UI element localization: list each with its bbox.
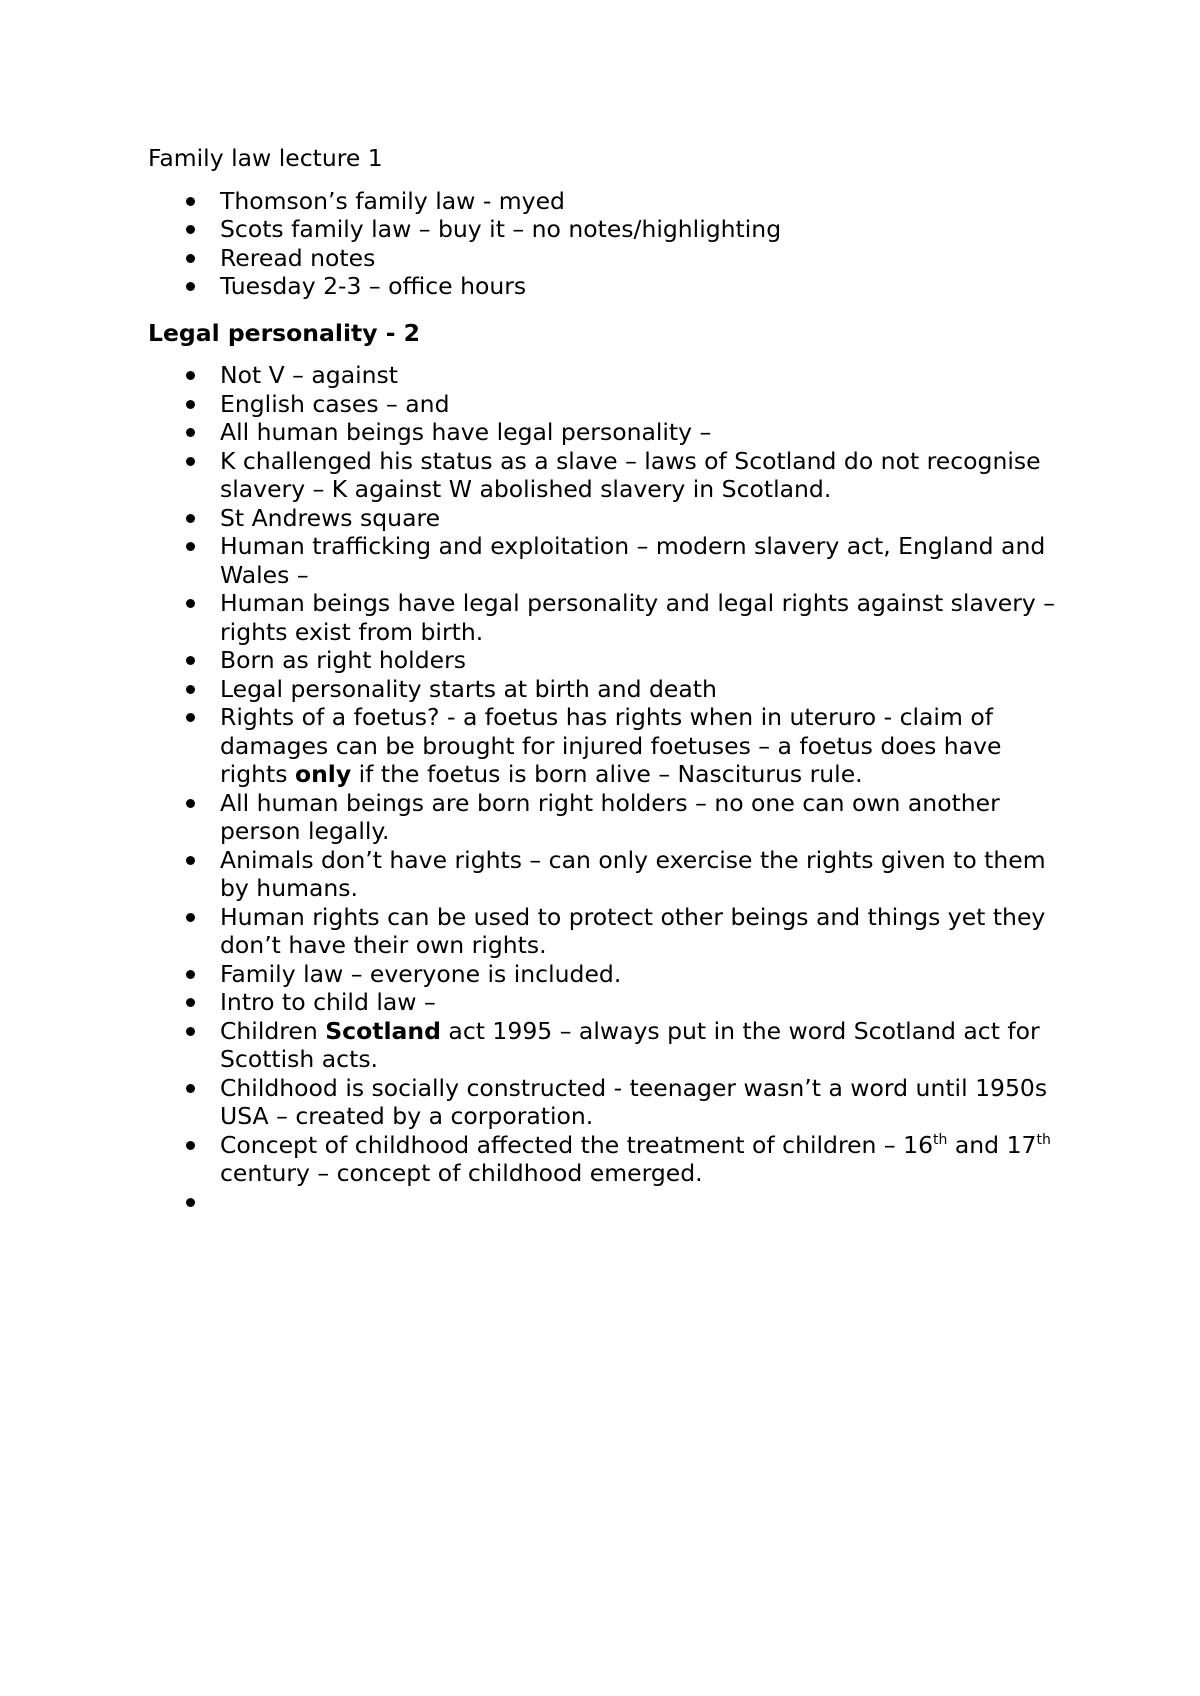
intro-list (148, 187, 1068, 301)
bullet-icon (186, 254, 195, 263)
list-item: K challenged his status as a slave – laws of Scotland do not recognise slavery – K against W abolished slavery in Scotland. (148, 447, 1068, 504)
superscript: th (933, 1131, 948, 1148)
bullet-icon (186, 656, 195, 665)
bullet-icon (186, 400, 195, 409)
list-item: Family law – everyone is included. (148, 960, 1068, 989)
list-item: Childhood is socially constructed - teenager wasn’t a word until 1950s USA – created by a corporation. (148, 1074, 1068, 1131)
bullet-icon (186, 542, 195, 551)
list-item: Human beings have legal personality and legal rights against slavery – rights exist from birth. (148, 589, 1068, 646)
bullet-icon (186, 799, 195, 808)
bullet-icon (186, 514, 195, 523)
emphasis-text: Scotland (325, 1016, 441, 1045)
list-item: Tuesday 2-3 – office hours (148, 272, 1068, 301)
list-item: Concept of childhood affected the treatment of children – 16th and 17th century – concept of childhood emerged. (148, 1131, 1068, 1188)
list-item: Scots family law – buy it – no notes/highlighting (148, 215, 1068, 244)
bullet-icon (186, 856, 195, 865)
bullet-icon (186, 1084, 195, 1093)
list-item-empty (148, 1188, 1068, 1217)
list-item: Not V – against (148, 361, 1068, 390)
bullet-icon (186, 998, 195, 1007)
list-item: Children Scotland act 1995 – always put in the word Scotland act for Scottish acts. (148, 1017, 1068, 1074)
list-item: All human beings have legal personality – (148, 418, 1068, 447)
section-heading: Legal personality - 2 (148, 318, 421, 347)
list-item: English cases – and (148, 390, 1068, 419)
bullet-icon (186, 1141, 195, 1150)
bullet-icon (186, 1027, 195, 1036)
document-page (148, 144, 1068, 1234)
document-title: Family law lecture 1 (148, 144, 383, 172)
emphasis-text: only (294, 760, 352, 788)
list-item: Thomson’s family law - myed (148, 187, 1068, 216)
bullet-icon (186, 685, 195, 694)
list-item: Human rights can be used to protect other beings and things yet they don’t have their own rights. (148, 903, 1068, 960)
list-item: Human trafficking and exploitation – modern slavery act, England and Wales – (148, 532, 1068, 589)
bullet-icon (186, 599, 195, 608)
bullet-icon (186, 197, 195, 206)
bullet-icon (186, 970, 195, 979)
list-item: Born as right holders (148, 646, 1068, 675)
list-item: All human beings are born right holders – no one can own another person legally. (148, 789, 1068, 846)
bullet-icon (186, 428, 195, 437)
bullet-icon (186, 282, 195, 291)
section-list (148, 361, 1068, 1216)
list-item: Intro to child law – (148, 988, 1068, 1017)
bullet-icon (186, 371, 195, 380)
list-item: Rights of a foetus? - a foetus has rights when in uteruro - claim of damages can be brought for injured foetuses – a foetus does have rights only if the foetus is born alive – Nasciturus rule. (148, 703, 1068, 789)
superscript: th (1036, 1131, 1051, 1148)
bullet-icon (186, 457, 195, 466)
list-item: St Andrews square (148, 504, 1068, 533)
bullet-icon (186, 1198, 195, 1207)
bullet-icon (186, 713, 195, 722)
list-item: Reread notes (148, 244, 1068, 273)
list-item: Animals don’t have rights – can only exercise the rights given to them by humans. (148, 846, 1068, 903)
list-item: Legal personality starts at birth and death (148, 675, 1068, 704)
bullet-icon (186, 913, 195, 922)
bullet-icon (186, 225, 195, 234)
